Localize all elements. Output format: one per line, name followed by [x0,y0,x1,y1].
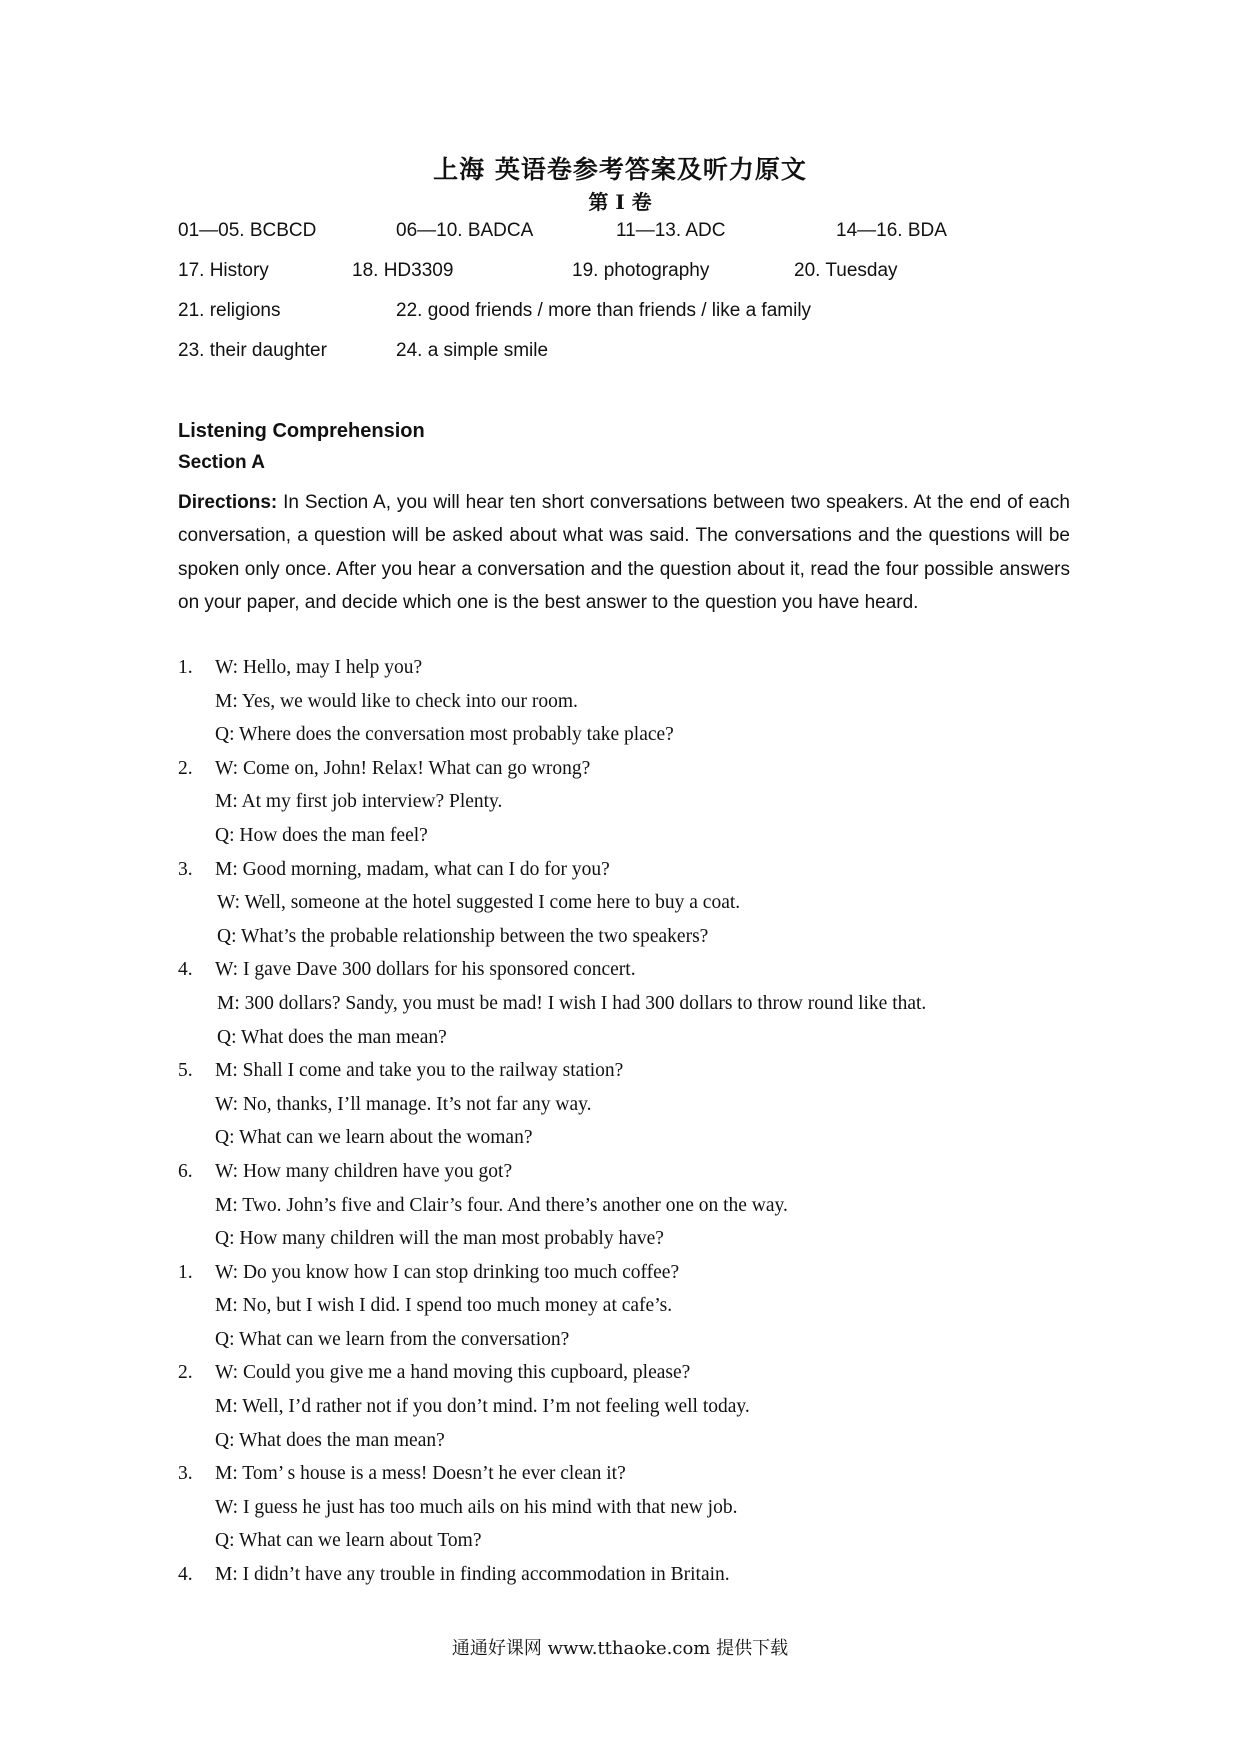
conversation-line [178,1088,1078,1122]
conversation-line [178,752,1078,786]
conversation-text: W: How many children have you got? [215,1160,513,1182]
answer-item: 17. History [178,260,269,281]
conversation-text: Q: What can we learn about the woman? [215,1127,533,1149]
answer-item: 19. photography [572,260,710,281]
answer-item: 20. Tuesday [794,260,898,281]
conversation-text: Q: What’s the probable relationship between the two speakers? [217,925,709,947]
conversation-text: Q: What can we learn about Tom? [215,1530,482,1552]
conversation-number: 6. [178,1160,193,1182]
conversation-number: 1. [178,657,193,678]
conversation-text: Q: What does the man mean? [217,1026,447,1048]
conversation-text: Q: What can we learn from the conversation? [215,1328,570,1350]
answer-item: 11—13. ADC [616,220,726,241]
directions-label: Directions: [178,492,278,513]
conversation-line [178,1289,1078,1323]
conversation-line [178,785,1078,819]
conversation-text: M: Tom’ s house is a mess! Doesn’t he ever clean it? [215,1463,626,1485]
conversation-line [178,1524,1078,1558]
conversation-line [178,1323,1078,1357]
conversation-text: W: Well, someone at the hotel suggested I come here to buy a coat. [217,892,741,914]
answer-item: 14—16. BDA [836,220,947,241]
conversation-text: M: At my first job interview? Plenty. [215,791,503,813]
conversation-line [178,1054,1078,1088]
footer-credit: 通通好课网 www.tthaoke.com 提供下载 [451,1638,789,1659]
conversation-text: W: I gave Dave 300 dollars for his sponsored concert. [215,959,636,981]
conversation-text: M: Good morning, madam, what can I do for you? [215,858,610,880]
conversation-line [178,886,1078,920]
conversation-line [178,953,1078,987]
conversation-text: Q: What does the man mean? [215,1429,445,1451]
conversation-text: M: Yes, we would like to check into our room. [215,690,578,712]
conversation-text: W: No, thanks, I’ll manage. It’s not far any way. [215,1093,592,1115]
conversation-line [178,1558,1078,1592]
directions-paragraph [178,486,1070,619]
conversation-line [178,920,1078,954]
answer-item: 23. their daughter [178,340,327,361]
conversation-line [178,1491,1078,1525]
answer-item: 21. religions [178,300,281,321]
answer-item: 01—05. BCBCD [178,220,317,241]
conversation-number: 5. [178,1060,193,1082]
conversation-text: M: No, but I wish I did. I spend too much money at cafe’s. [215,1295,673,1317]
conversation-number: 3. [178,858,193,880]
conversation-line [178,1155,1078,1189]
conversation-text: M: Two. John’s five and Clair’s four. And there’s another one on the way. [215,1194,788,1216]
section-heading: Listening Comprehension [178,420,425,442]
conversation-line [178,1189,1078,1223]
conversation-line [178,1457,1078,1491]
conversation-number: 4. [178,959,193,981]
conversation-line [178,651,1078,685]
conversation-text: Q: How does the man feel? [215,824,428,846]
conversation-number: 2. [178,1362,193,1384]
section-subheading: Section A [178,452,265,473]
conversation-text: W: Come on, John! Relax! What can go wrong? [215,757,591,779]
conversation-line [178,1256,1078,1290]
conversation-text: Q: How many children will the man most probably have? [215,1228,664,1250]
conversation-line [178,853,1078,887]
answer-item: 06—10. BADCA [396,220,534,241]
conversation-line [178,1424,1078,1458]
conversation-text: W: Do you know how I can stop drinking too much coffee? [215,1261,680,1283]
conversation-number: 2. [178,757,193,779]
conversation-number: 4. [178,1564,193,1586]
conversation-line [178,1121,1078,1155]
conversation-number: 3. [178,1463,193,1485]
conversation-text: W: Could you give me a hand moving this cupboard, please? [215,1362,691,1384]
conversation-text: W: Hello, may I help you? [215,657,423,678]
conversation-text: M: I didn’t have any trouble in finding accommodation in Britain. [215,1564,730,1586]
answer-item: 24. a simple smile [396,340,549,361]
conversation-line [178,819,1078,853]
conversation-text: W: I guess he just has too much ails on his mind with that new job. [215,1496,738,1518]
conversation-list [178,651,1078,1592]
conversation-line [178,1356,1078,1390]
directions-text: In Section A, you will hear ten short conversations between two speakers. At the end of each conversation, a question will be asked about what was said. The conversations and the questions will be spoken only once. After you hear a conversation and the question about it, read the four possible answers on your paper, and decide which one is the best answer to the question you have heard. [178,492,1070,613]
conversation-text: M: 300 dollars? Sandy, you must be mad! I wish I had 300 dollars to throw round like that. [217,992,927,1014]
conversation-line [178,987,1078,1021]
conversation-text: M: Shall I come and take you to the railway station? [215,1060,624,1082]
conversation-line [178,1222,1078,1256]
conversation-line [178,718,1078,752]
conversation-text: M: Well, I’d rather not if you don’t mind. I’m not feeling well today. [215,1396,750,1418]
conversation-line [178,1390,1078,1424]
page-subtitle: 第 I 卷 [588,190,652,214]
conversation-line [178,685,1078,719]
conversation-line [178,1021,1078,1055]
page-title: 上海 英语卷参考答案及听力原文 [433,155,807,184]
conversation-text: Q: Where does the conversation most probably take place? [215,724,674,746]
answer-item: 18. HD3309 [352,260,454,281]
conversation-number: 1. [178,1261,193,1283]
answer-item: 22. good friends / more than friends / like a family [396,300,812,321]
